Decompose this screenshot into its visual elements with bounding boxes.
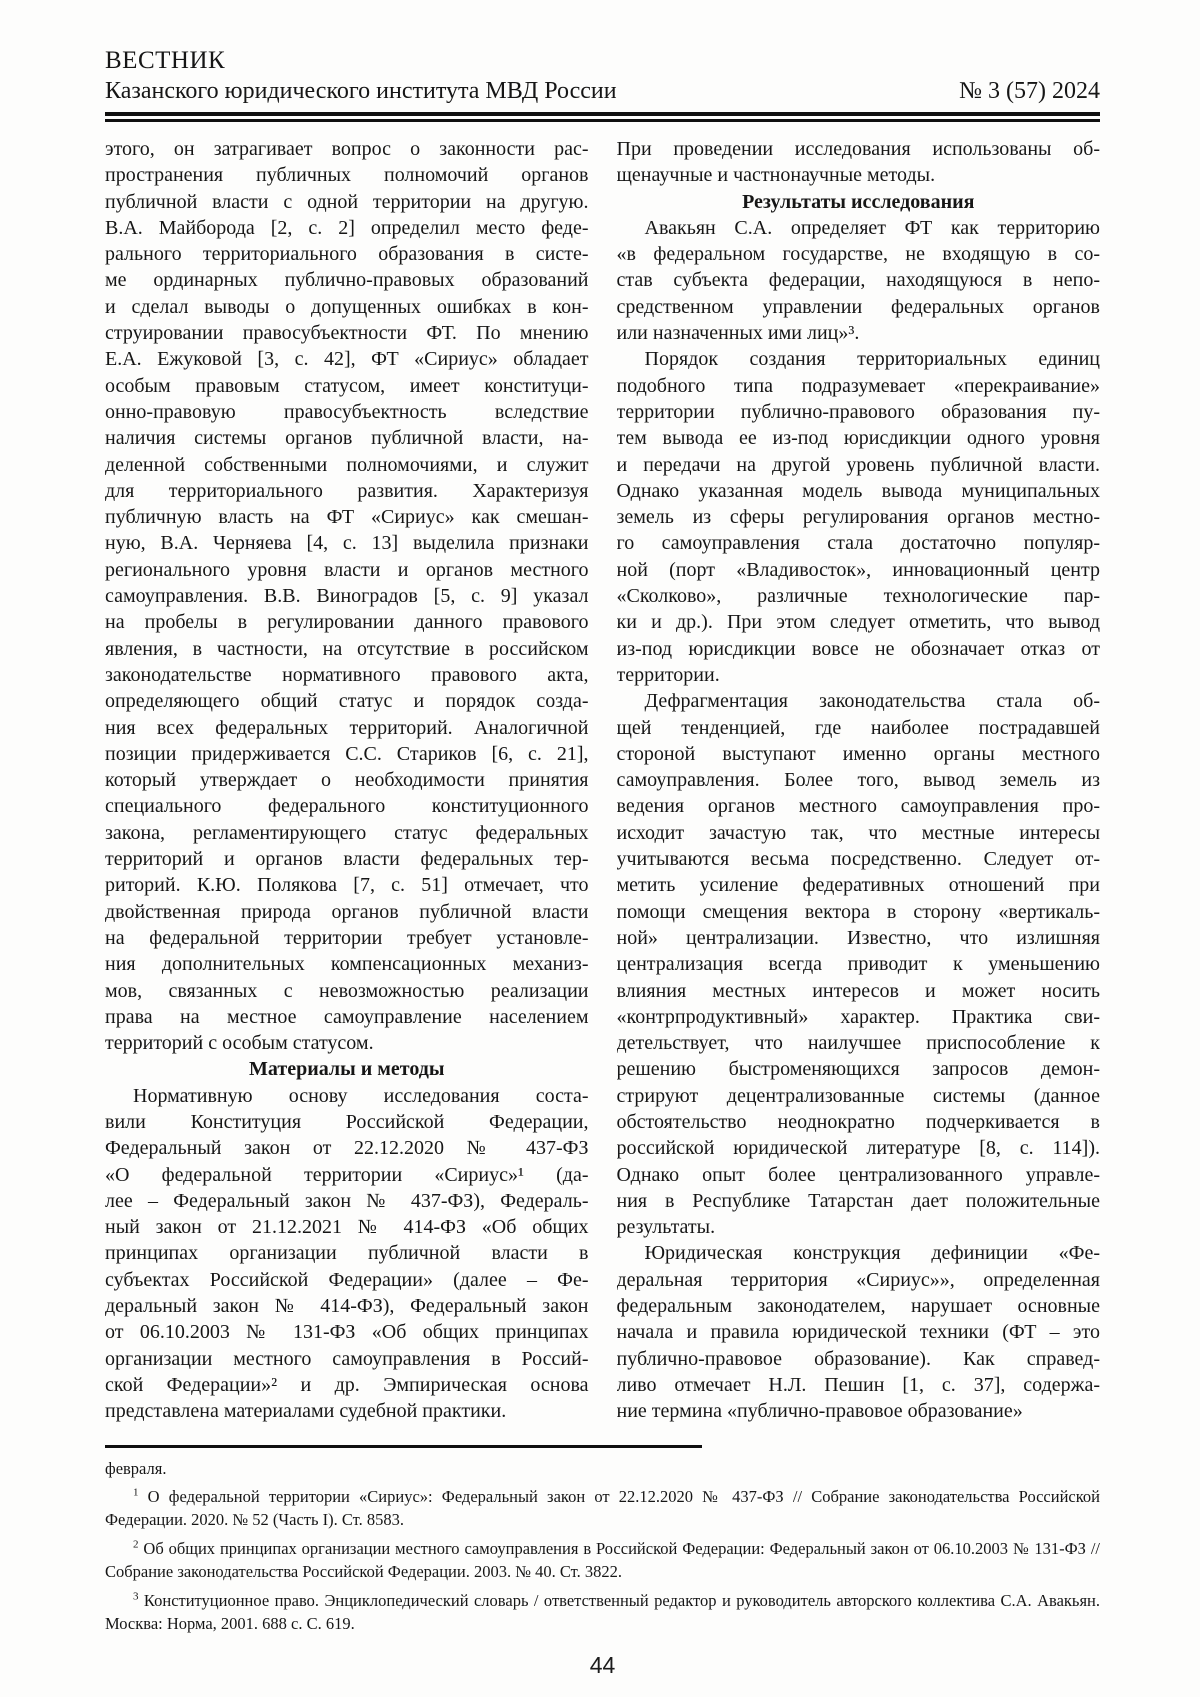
- text-line: ной (порт «Владивосток», инновационный центр: [616, 558, 1100, 581]
- text-line: Нормативную основу исследования соста-: [133, 1084, 589, 1107]
- text-line: Порядок создания территориальных единиц: [644, 348, 1100, 371]
- text-line: «О федеральной территории «Сириус»¹ (да-: [105, 1163, 589, 1186]
- text-line: ной» централизации. Известно, что излишняя: [616, 926, 1100, 949]
- footnote-marker: 3: [133, 1590, 139, 1603]
- text-line: став субъекта федерации, находящуюся в непо-: [616, 269, 1100, 292]
- text-line: деральная территория «Сириус»», определенная: [616, 1268, 1100, 1291]
- text-line: Федеральный закон от 22.12.2020 № 437-ФЗ: [105, 1137, 589, 1160]
- text-line: онно-правовую правосубъектность вследствие: [105, 400, 589, 423]
- text-line: ливо отмечает Н.Л. Пешин [1, с. 37], содержа-: [616, 1373, 1100, 1396]
- text-line: «контрпродуктивный» характер. Практика сви-: [616, 1005, 1100, 1028]
- text-line: пространения публичных полномочий органов: [105, 164, 589, 187]
- text-line: начала и правила юридической техники (ФТ – это: [616, 1321, 1100, 1344]
- paragraph: [617, 688, 1101, 1240]
- text-line: стрируют децентрализованные системы (данное: [616, 1084, 1100, 1107]
- text-line: определяющего общий статус и порядок созда-: [105, 690, 589, 713]
- text-line: ние термина «публично-правовое образование»: [616, 1400, 1023, 1423]
- text-line: рального территориального образования в систе-: [105, 243, 589, 266]
- text-line: деленной собственными полномочиями, и служит: [105, 453, 589, 476]
- text-line: самоуправления. Более того, вывод земель из: [616, 769, 1100, 792]
- text-line: территории.: [616, 663, 720, 686]
- header-second-line: [105, 76, 1100, 106]
- text-line: подобного типа подразумевает «перекраивание»: [616, 374, 1100, 397]
- text-line: субъектах Российской Федерации» (далее – Фе-: [105, 1268, 589, 1291]
- text-line: ный закон от 21.12.2021 № 414-ФЗ «Об общих: [105, 1216, 589, 1239]
- text-line: земель из сферы регулирования органов местно-: [616, 506, 1100, 529]
- footnote-item: $^3$ Конституционное право. Энциклопедический словарь / ответственный редактор и руководитель авторского коллектива С.А. Авакьян. Москва: Норма, 2001. 688 с. С. 619.: [105, 1590, 1100, 1634]
- text-line: ведения органов местного самоуправления про-: [616, 795, 1100, 818]
- footnote-item: $^1$ О федеральной территории «Сириус»: Федеральный закон от 22.12.2020 № 437-ФЗ // Собрание законодательства Российской Федерации. 2020. № 52 (Часть I). Ст. 8583.: [105, 1486, 1100, 1530]
- text-line: помощи смещения вектора в сторону «вертикаль-: [616, 900, 1100, 923]
- text-line: щей тенденцией, где наиболее пострадавшей: [616, 716, 1100, 739]
- text-line: на федеральной территории требует установле-: [105, 926, 589, 949]
- paragraph: [105, 136, 589, 1056]
- right-column: [617, 136, 1101, 1425]
- text-line: детельствует, что наилучшее приспособление к: [616, 1032, 1100, 1055]
- paragraph: [617, 1240, 1101, 1424]
- text-line: этого, он затрагивает вопрос о законности рас-: [105, 138, 589, 160]
- text-line: специального федерального конституционного: [105, 795, 589, 818]
- text-line: риторий. К.Ю. Полякова [7, с. 51] отмечает, что: [105, 874, 589, 897]
- text-line: Е.А. Ежуковой [3, с. 42], ФТ «Сириус» обладает: [105, 348, 589, 371]
- text-line: мов, связанных с невозможностью реализации: [105, 979, 589, 1002]
- section-heading: Материалы и методы: [249, 1058, 445, 1081]
- footnote-item: $^2$ Об общих принципах организации местного самоуправления в Российской Федерации: Федеральный закон от 06.10.2003 № 131-ФЗ // Собрание законодательства Российской Федерации. 2003. № 40. Ст. 3822.: [105, 1538, 1100, 1582]
- paragraph: [617, 136, 1101, 189]
- footnote-divider: [105, 1445, 702, 1448]
- text-line: представлена материалами судебной практики.: [105, 1400, 507, 1423]
- text-line: При проведении исследования использованы об-: [616, 138, 1100, 160]
- footnotes-section: [105, 1445, 1100, 1636]
- text-line: централизация всегда приводит к уменьшению: [616, 953, 1100, 976]
- text-line: из-под юрисдикции вовсе не обозначает отказ от: [616, 637, 1100, 660]
- text-line: влияния местных интересов и может носить: [616, 979, 1100, 1002]
- footnote-list: [105, 1485, 1100, 1636]
- text-line: щенаучные и частнонаучные методы.: [616, 164, 936, 187]
- text-line: деральный закон № 414-ФЗ), Федеральный закон: [105, 1295, 589, 1318]
- text-line: Юридическая конструкция дефиниции «Фе-: [644, 1242, 1100, 1265]
- text-line: ния всех федеральных территорий. Аналогичной: [105, 716, 589, 739]
- text-line: метить усиление федеративных отношений при: [616, 874, 1100, 897]
- text-line: права на местное самоуправление населением: [105, 1005, 589, 1028]
- text-line: явления, в частности, на отсутствие в российском: [105, 637, 589, 660]
- section-heading: Результаты исследования: [742, 190, 975, 213]
- footnote-continuation: февраля.: [105, 1458, 167, 1478]
- text-line: результаты.: [616, 1216, 716, 1239]
- text-line: го самоуправления стала достаточно популяр-: [616, 532, 1100, 555]
- text-line: обстоятельство неоднократно подчеркивается в: [616, 1110, 1100, 1133]
- text-line: лее – Федеральный закон № 437-ФЗ), Федераль-: [105, 1189, 589, 1212]
- text-line: от 06.10.2003 № 131-ФЗ «Об общих принципах: [105, 1321, 589, 1344]
- text-line: на пробелы в регулировании данного правового: [105, 611, 589, 634]
- article-body: [105, 136, 1100, 1425]
- footnote-marker: 2: [133, 1538, 139, 1551]
- text-line: публичной власти с одной территории на другую.: [105, 190, 589, 213]
- issue-number: № 3 (57) 2024: [959, 78, 1100, 104]
- text-line: ния в Республике Татарстан дает положительные: [616, 1189, 1100, 1212]
- paragraph: [105, 1083, 589, 1425]
- text-line: «Сколково», различные технологические пар-: [616, 585, 1100, 608]
- text-line: средственном управлении федеральных органов: [616, 295, 1100, 318]
- text-line: ской Федерации»² и др. Эмпирическая основа: [105, 1373, 589, 1396]
- text-line: для территориального развития. Характеризуя: [105, 479, 589, 502]
- text-line: ме ординарных публично-правовых образований: [105, 269, 589, 292]
- journal-title: ВЕСТНИК: [105, 47, 226, 74]
- text-line: наличия системы органов публичной власти, на-: [105, 427, 589, 450]
- text-line: ния дополнительных компенсационных механиз-: [105, 953, 589, 976]
- text-line: решению быстроменяющихся запросов демон-: [616, 1058, 1100, 1081]
- text-line: самоуправления. В.В. Виноградов [5, с. 9] указал: [105, 585, 589, 608]
- text-line: двойственная природа органов публичной власти: [105, 900, 589, 923]
- text-line: ки и др.). При этом следует отметить, что вывод: [616, 611, 1100, 634]
- text-line: территории публично-правового образования пу-: [616, 400, 1100, 423]
- text-line: позиции придерживается С.С. Стариков [6, с. 21],: [105, 742, 589, 765]
- text-line: «в федеральном государстве, не входящую в со-: [616, 243, 1100, 266]
- text-line: принципах организации публичной власти в: [105, 1242, 589, 1265]
- text-line: регионального уровня власти и органов местного: [105, 558, 589, 581]
- text-line: В.А. Майборода [2, с. 2] определил место феде-: [105, 216, 589, 239]
- page-number: 44: [589, 1651, 616, 1678]
- text-line: публичную власть на ФТ «Сириус» как смешан-: [105, 506, 589, 529]
- header-divider: [105, 112, 1100, 122]
- text-line: исходит зачастую так, что местные интересы: [616, 821, 1100, 844]
- text-line: струировании правосубъектности ФТ. По мнению: [105, 322, 589, 345]
- left-column: [105, 136, 589, 1425]
- footnote-marker: 1: [133, 1486, 139, 1499]
- text-line: Авакьян С.А. определяет ФТ как территорию: [644, 216, 1100, 239]
- text-line: российской юридической литературе [8, с. 114]).: [616, 1137, 1100, 1160]
- text-line: тем вывода ее из-под юрисдикции одного уровня: [616, 427, 1100, 450]
- text-line: организации местного самоуправления в Россий-: [105, 1347, 589, 1370]
- journal-subtitle: Казанского юридического института МВД России: [105, 78, 617, 104]
- text-line: вили Конституция Российской Федерации,: [105, 1110, 589, 1133]
- text-line: Дефрагментация законодательства стала об-: [644, 690, 1100, 713]
- text-line: Однако опыт более централизованного управле-: [616, 1163, 1100, 1186]
- text-line: территорий и органов власти федеральных тер-: [105, 848, 589, 871]
- text-line: особым правовым статусом, имеет конституци-: [105, 374, 589, 397]
- text-line: закона, регламентирующего статус федеральных: [105, 821, 589, 844]
- text-line: ную, В.А. Черняева [4, с. 13] выделила признаки: [105, 532, 589, 555]
- text-line: стороной выступают именно органы местного: [616, 742, 1100, 765]
- text-line: федеральным законодателем, нарушает основные: [616, 1295, 1100, 1318]
- paragraph: [617, 215, 1101, 346]
- text-line: который утверждает о необходимости принятия: [105, 769, 589, 792]
- paragraph: [617, 346, 1101, 688]
- text-line: учитываются весьма посредственно. Следует от-: [616, 848, 1100, 871]
- text-line: Однако указанная модель вывода муниципальных: [616, 479, 1100, 502]
- text-line: и передачи на другой уровень публичной власти.: [616, 453, 1100, 476]
- text-line: и сделал выводы о допущенных ошибках в кон-: [105, 295, 589, 318]
- page-header: [105, 46, 1100, 122]
- text-line: законодательстве нормативного правового акта,: [105, 663, 589, 686]
- text-line: или назначенных ими лиц»³.: [616, 322, 860, 345]
- text-line: территорий с особым статусом.: [105, 1032, 374, 1055]
- text-line: публично-правовое образование). Как справед-: [616, 1347, 1100, 1370]
